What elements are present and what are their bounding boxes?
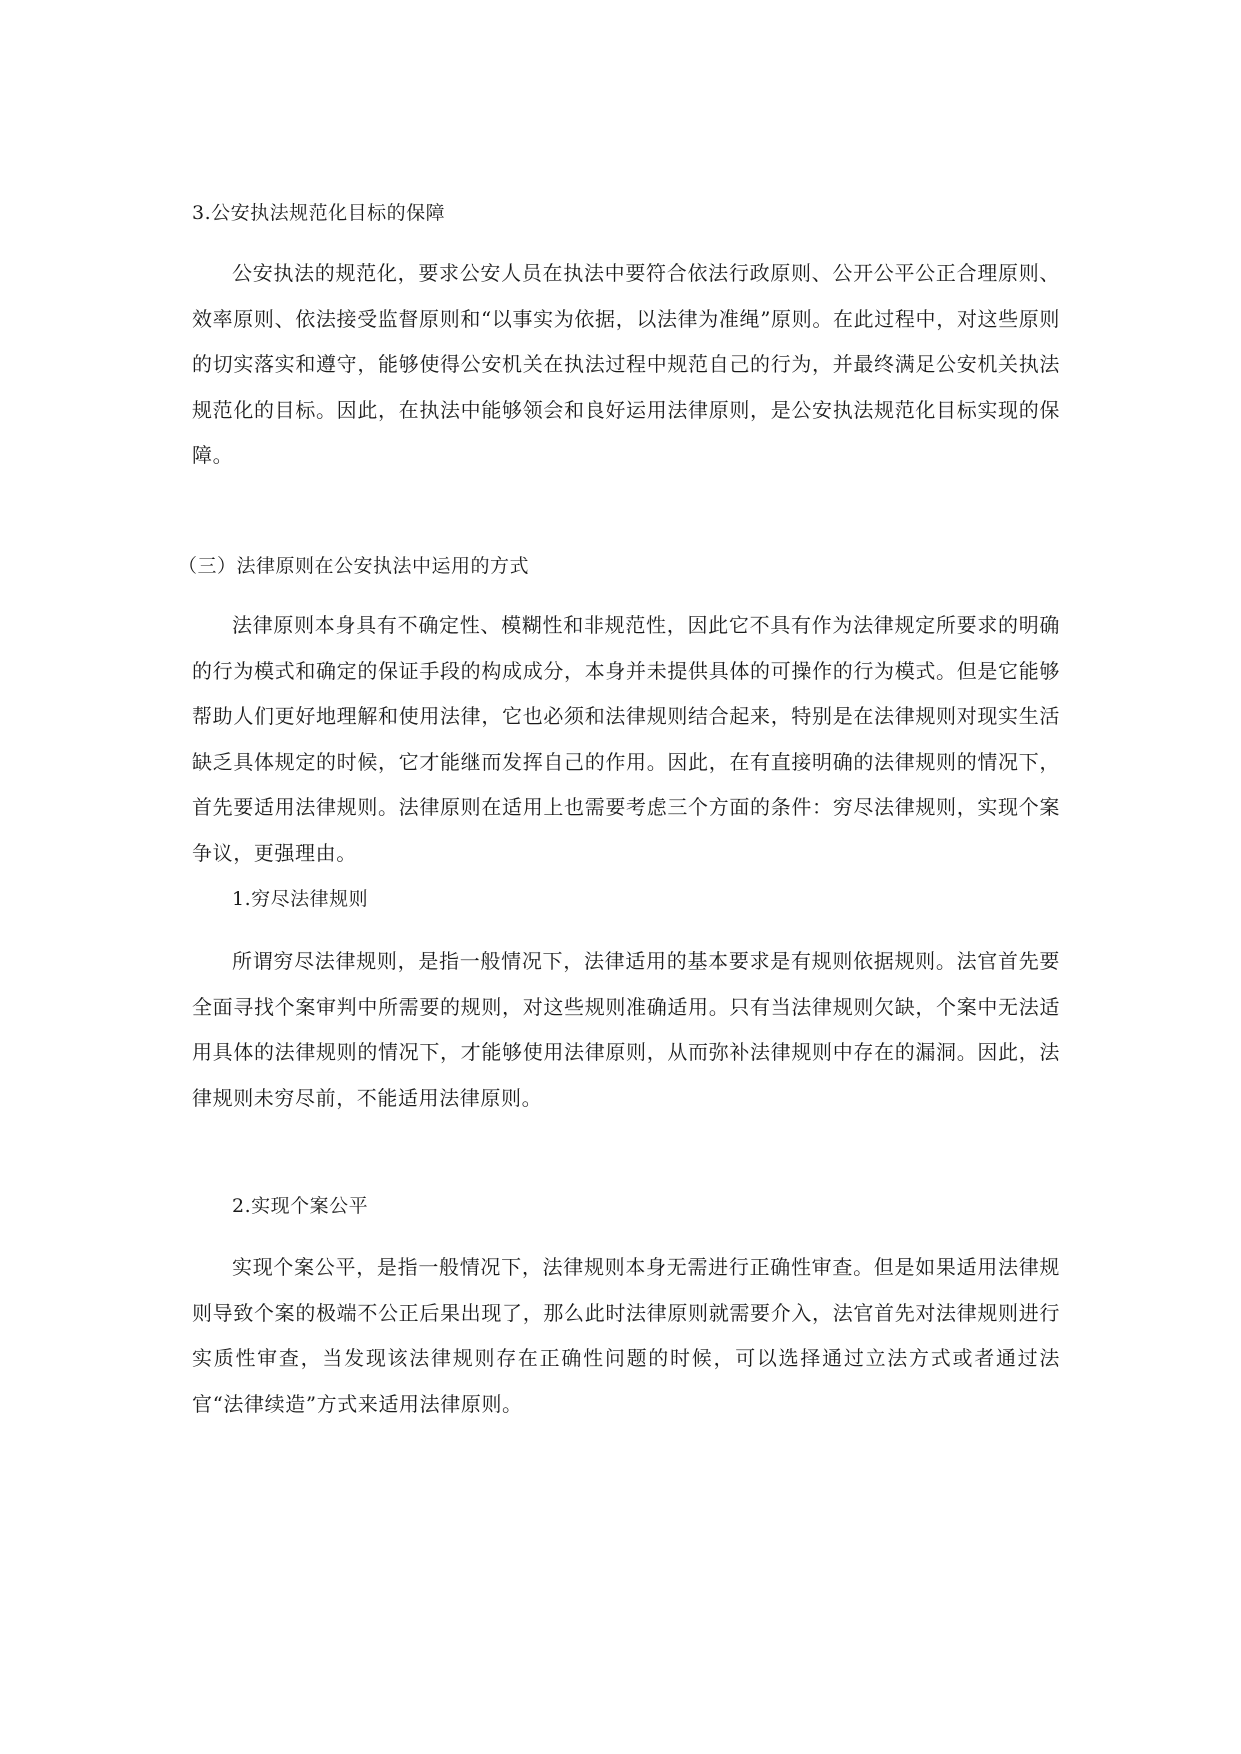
section-heading-3-safeguard: 3.公安执法规范化目标的保障 <box>192 202 446 224</box>
section-heading-methods: （三）法律原则在公安执法中运用的方式 <box>178 555 530 577</box>
subsection-heading-exhaust-rules: 1.穷尽法律规则 <box>232 888 369 910</box>
paragraph-safeguard: 公安执法的规范化，要求公安人员在执法中要符合依法行政原则、公开公平公正合理原则、效率原则、依法接受监督原则和“以事实为依据，以法律为准绳”原则。在此过程中，对这些原则的切实落实和遵守，能够使得公安机关在执法过程中规范自己的行为，并最终满足公安机关执法规范化的目标。因此，在执法中能够领会和良好运用法律原则，是公安执法规范化目标实现的保障。 <box>192 261 1060 467</box>
paragraph-case-fairness: 实现个案公平，是指一般情况下，法律规则本身无需进行正确性审查。但是如果适用法律规则导致个案的极端不公正后果出现了，那么此时法律原则就需要介入，法官首先对法律规则进行实质性审查，当发现该法律规则存在正确性问题的时候，可以选择通过立法方式或者通过法官“法律续造”方式来适用法律原则。 <box>192 1255 1060 1416</box>
subsection-heading-case-fairness: 2.实现个案公平 <box>232 1195 369 1217</box>
paragraph-methods: 法律原则本身具有不确定性、模糊性和非规范性，因此它不具有作为法律规定所要求的明确的行为模式和确定的保证手段的构成成分，本身并未提供具体的可操作的行为模式。但是它能够帮助人们更好地理解和使用法律，它也必须和法律规则结合起来，特别是在法律规则对现实生活缺乏具体规定的时候，它才能继而发挥自己的作用。因此，在有直接明确的法律规则的情况下，首先要适用法律规则。法律原则在适用上也需要考虑三个方面的条件：穷尽法律规则，实现个案争议，更强理由。 <box>192 613 1060 865</box>
paragraph-exhaust-rules: 所谓穷尽法律规则，是指一般情况下，法律适用的基本要求是有规则依据规则。法官首先要全面寻找个案审判中所需要的规则，对这些规则准确适用。只有当法律规则欠缺，个案中无法适用具体的法律规则的情况下，才能够使用法律原则，从而弥补法律规则中存在的漏洞。因此，法律规则未穷尽前，不能适用法律原则。 <box>192 949 1060 1110</box>
